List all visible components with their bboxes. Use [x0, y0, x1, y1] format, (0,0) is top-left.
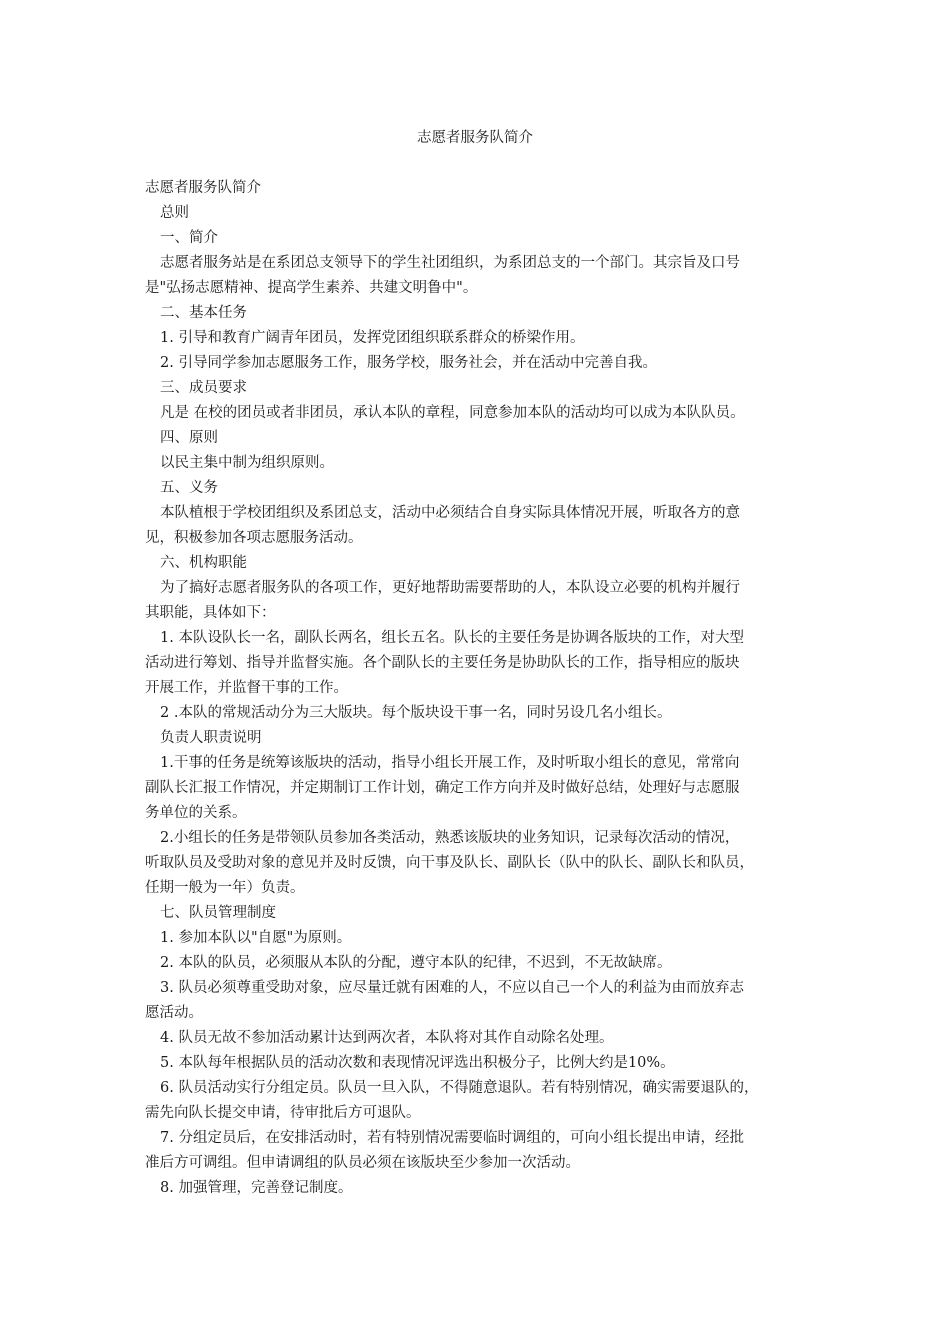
text-line: 4. 队员无故不参加活动累计达到两次者，本队将对其作自动除名处理。 [160, 1030, 614, 1046]
text-line: 四、原则 [160, 430, 218, 446]
text-line: 以民主集中制为组织原则。 [160, 455, 334, 471]
text-line: 2. 引导同学参加志愿服务工作，服务学校，服务社会，并在活动中完善自我。 [160, 355, 657, 371]
text-line: 2. 本队的队员，必须服从本队的分配，遵守本队的纪律，不迟到，不无故缺席。 [160, 955, 672, 971]
text-line: 2 .本队的常规活动分为三大版块。每个版块设干事一名，同时另设几名小组长。 [160, 705, 672, 721]
text-line: 1. 引导和教育广阔青年团员，发挥党团组织联系群众的桥梁作用。 [160, 330, 585, 346]
text-line: 志愿者服务站是在系团总支领导下的学生社团组织，为系团总支的一个部门。其宗旨及口号 [160, 255, 740, 271]
text-line: 务单位的关系。 [145, 805, 247, 821]
text-line: 1. 本队设队长一名，副队长两名，组长五名。队长的主要任务是协调各版块的工作，对大型 [160, 630, 744, 646]
text-line: 8. 加强管理，完善登记制度。 [160, 1180, 353, 1196]
text-line: 2.小组长的任务是带领队员参加各类活动，熟悉该版块的业务知识，记录每次活动的情况， [160, 830, 740, 846]
text-line: 七、队员管理制度 [160, 905, 276, 921]
text-line: 三、成员要求 [160, 380, 247, 396]
text-line: 7. 分组定员后，在安排活动时，若有特别情况需要临时调组的，可向小组长提出申请，经批 [160, 1130, 744, 1146]
text-line: 副队长汇报工作情况，并定期制订工作计划，确定工作方向并及时做好总结，处理好与志愿服 [145, 780, 740, 796]
text-line: 二、基本任务 [160, 305, 247, 321]
text-line: 5. 本队每年根据队员的活动次数和表现情况评选出积极分子，比例大约是10%。 [160, 1055, 675, 1071]
text-line: 见，积极参加各项志愿服务活动。 [145, 530, 363, 546]
text-line: 准后方可调组。但申请调组的队员必须在该版块至少参加一次活动。 [145, 1155, 580, 1171]
text-line: 凡是 在校的团员或者非团员，承认本队的章程，同意参加本队的活动均可以成为本队队员。 [160, 405, 745, 421]
text-line: 其职能，具体如下： [145, 605, 276, 621]
text-line: 一、简介 [160, 230, 218, 246]
text-line: 6. 队员活动实行分组定员。队员一旦入队，不得随意退队。若有特别情况，确实需要退队的， [160, 1080, 759, 1096]
text-line: 六、机构职能 [160, 555, 247, 571]
text-line: 五、义务 [160, 480, 218, 496]
text-line: 3. 队员必须尊重受助对象，应尽量迁就有困难的人，不应以自己一个人的利益为由而放弃志 [160, 980, 744, 996]
text-line: 总则 [160, 205, 189, 221]
text-line: 是"弘扬志愿精神、提高学生素养、共建文明鲁中"。 [145, 280, 478, 296]
text-line: 需先向队长提交申请，待审批后方可退队。 [145, 1105, 421, 1121]
text-line: 为了搞好志愿者服务队的各项工作，更好地帮助需要帮助的人，本队设立必要的机构并履行 [160, 580, 740, 596]
text-line: 1.干事的任务是统筹该版块的活动，指导小组长开展工作，及时听取小组长的意见，常常向 [160, 755, 740, 771]
text-line: 听取队员及受助对象的意见并及时反馈，向干事及队长、副队长（队中的队长、副队长和队员， [145, 855, 754, 871]
text-line: 任期一般为一年）负责。 [145, 880, 305, 896]
text-line: 活动进行筹划、指导并监督实施。各个副队长的主要任务是协助队长的工作，指导相应的版块 [145, 655, 740, 671]
text-line: 愿活动。 [145, 1005, 203, 1021]
text-line: 开展工作，并监督干事的工作。 [145, 680, 348, 696]
text-line: 负责人职责说明 [160, 730, 262, 746]
text-line: 志愿者服务队简介 [145, 180, 261, 196]
document-body [145, 176, 815, 1201]
document-title: 志愿者服务队简介 [417, 130, 533, 146]
text-line: 1. 参加本队以"自愿"为原则。 [160, 930, 352, 946]
text-line: 本队植根于学校团组织及系团总支，活动中必须结合自身实际具体情况开展，听取各方的意 [160, 505, 740, 521]
